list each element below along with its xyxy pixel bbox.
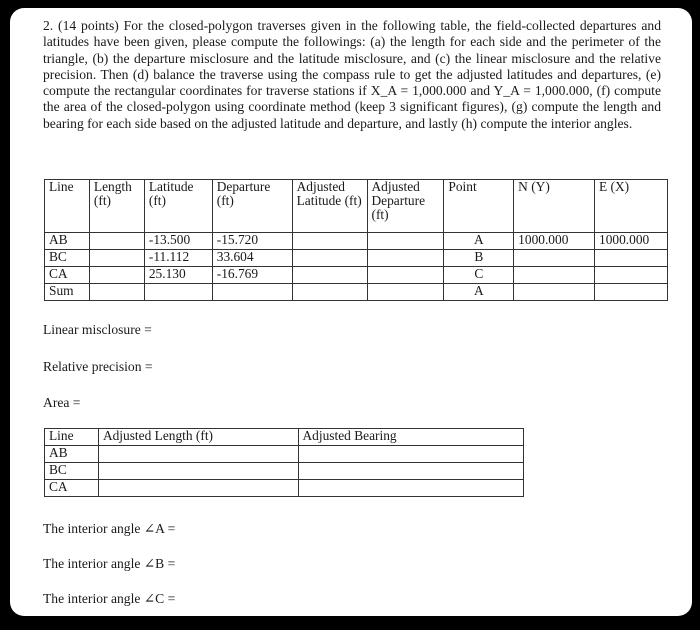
cell-northing bbox=[514, 284, 595, 301]
cell-line: BC bbox=[45, 463, 99, 480]
table-row bbox=[45, 233, 668, 250]
table-row bbox=[45, 267, 668, 284]
cell-adjusted-latitude bbox=[292, 250, 367, 267]
cell-departure: -15.720 bbox=[212, 233, 292, 250]
header-departure: Departure (ft) bbox=[212, 180, 292, 233]
header-northing: N (Y) bbox=[514, 180, 595, 233]
cell-line: AB bbox=[45, 446, 99, 463]
cell-point: B bbox=[444, 250, 514, 267]
cell-point: A bbox=[444, 284, 514, 301]
traverse-header-row bbox=[45, 180, 668, 233]
header-adjusted-departure: Adjusted Departure (ft) bbox=[367, 180, 444, 233]
header-adjusted-length: Adjusted Length (ft) bbox=[98, 429, 298, 446]
cell-northing bbox=[514, 250, 595, 267]
cell-departure: 33.604 bbox=[212, 250, 292, 267]
cell-adjusted-departure bbox=[367, 267, 444, 284]
area-label: Area = bbox=[43, 395, 81, 410]
cell-easting bbox=[595, 284, 668, 301]
cell-adjusted-bearing bbox=[298, 446, 524, 463]
worksheet-page bbox=[10, 8, 692, 616]
cell-point: A bbox=[444, 233, 514, 250]
cell-adjusted-length bbox=[98, 446, 298, 463]
table-row bbox=[45, 446, 524, 463]
header-adjusted-bearing: Adjusted Bearing bbox=[298, 429, 524, 446]
header-adjusted-latitude: Adjusted Latitude (ft) bbox=[292, 180, 367, 233]
cell-adjusted-bearing bbox=[298, 463, 524, 480]
linear-misclosure-label: Linear misclosure = bbox=[43, 322, 152, 337]
table-row bbox=[45, 250, 668, 267]
cell-line: BC bbox=[45, 250, 90, 267]
interior-angle-b-label: The interior angle ∠B = bbox=[43, 556, 176, 571]
adjusted-header-row bbox=[45, 429, 524, 446]
cell-length bbox=[89, 267, 144, 284]
cell-latitude bbox=[144, 284, 212, 301]
cell-easting bbox=[595, 267, 668, 284]
cell-line: AB bbox=[45, 233, 90, 250]
cell-departure bbox=[212, 284, 292, 301]
cell-northing: 1000.000 bbox=[514, 233, 595, 250]
cell-adjusted-departure bbox=[367, 250, 444, 267]
traverse-table bbox=[44, 179, 668, 301]
cell-adjusted-latitude bbox=[292, 267, 367, 284]
cell-adjusted-length bbox=[98, 463, 298, 480]
cell-point: C bbox=[444, 267, 514, 284]
cell-adjusted-departure bbox=[367, 284, 444, 301]
cell-adjusted-length bbox=[98, 480, 298, 497]
cell-adjusted-departure bbox=[367, 233, 444, 250]
cell-line: CA bbox=[45, 267, 90, 284]
header-line: Line bbox=[45, 429, 99, 446]
cell-line: Sum bbox=[45, 284, 90, 301]
header-easting: E (X) bbox=[595, 180, 668, 233]
cell-adjusted-latitude bbox=[292, 284, 367, 301]
table-row bbox=[45, 463, 524, 480]
cell-length bbox=[89, 284, 144, 301]
cell-length bbox=[89, 233, 144, 250]
table-row-sum bbox=[45, 284, 668, 301]
header-length: Length (ft) bbox=[89, 180, 144, 233]
cell-easting: 1000.000 bbox=[595, 233, 668, 250]
header-point: Point bbox=[444, 180, 514, 233]
interior-angle-c-label: The interior angle ∠C = bbox=[43, 591, 176, 606]
cell-northing bbox=[514, 267, 595, 284]
cell-adjusted-latitude bbox=[292, 233, 367, 250]
problem-statement: 2. (14 points) For the closed-polygon traverses given in the following table, the field-collected departures and latitudes have been given, please compute the followings: (a) the length for each side and the perimeter of the triangle, (b) the departure misclosure and the latitude misclosure, and (c) the linear misclosure and the relative precision. Then (d) balance the traverse using the compass rule to get the adjusted latitudes and departures, (e) compute the rectangular coordinates for traverse stations if X_A = 1,000.000 and Y_A = 1,000.000, (f) compute the area of the closed-polygon using coordinate method (keep 3 significant figures), (g) compute the length and bearing for each side based on the adjusted latitude and departure, and lastly (h) compute the interior angles. bbox=[43, 18, 661, 131]
cell-latitude: -11.112 bbox=[144, 250, 212, 267]
cell-departure: -16.769 bbox=[212, 267, 292, 284]
cell-adjusted-bearing bbox=[298, 480, 524, 497]
cell-latitude: -13.500 bbox=[144, 233, 212, 250]
table-row bbox=[45, 480, 524, 497]
relative-precision-label: Relative precision = bbox=[43, 359, 153, 374]
header-latitude: Latitude (ft) bbox=[144, 180, 212, 233]
adjusted-table bbox=[44, 428, 524, 497]
cell-latitude: 25.130 bbox=[144, 267, 212, 284]
cell-easting bbox=[595, 250, 668, 267]
interior-angle-a-label: The interior angle ∠A = bbox=[43, 521, 176, 536]
header-line: Line bbox=[45, 180, 90, 233]
cell-line: CA bbox=[45, 480, 99, 497]
cell-length bbox=[89, 250, 144, 267]
